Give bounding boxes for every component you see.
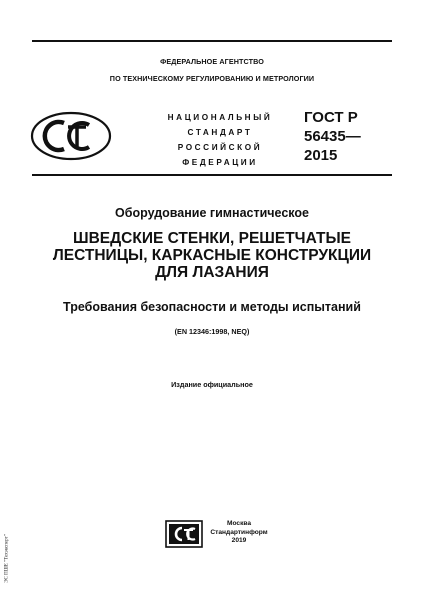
document-subtitle: Требования безопасности и методы испытаний <box>63 300 361 314</box>
title-line-3: ДЛЯ ЛАЗАНИЯ <box>155 264 269 281</box>
publisher-city: Москва <box>226 520 252 527</box>
title-line-1: ШВЕДСКИЕ СТЕНКИ, РЕШЕТЧАТЫЕ <box>73 230 351 247</box>
designation-line-3: 2015 <box>304 147 338 164</box>
equipment-heading: Оборудование гимнастическое <box>115 206 309 220</box>
agency-line-2: ПО ТЕХНИЧЕСКОМУ РЕГУЛИРОВАНИЮ И МЕТРОЛОГИИ <box>109 74 315 83</box>
rst-certification-logo-icon <box>30 111 112 161</box>
publisher-block <box>203 520 275 546</box>
national-line-2: СТАНДАРТ <box>187 128 253 137</box>
national-line-1: НАЦИОНАЛЬНЫЙ <box>167 113 273 122</box>
national-standard-label <box>150 110 290 170</box>
top-rule <box>32 40 392 42</box>
title-line-2: ЛЕСТНИЦЫ, КАРКАСНЫЕ КОНСТРУКЦИИ <box>52 247 372 264</box>
publisher-name: Стандартинформ <box>210 528 268 536</box>
national-line-3: РОССИЙСКОЙ <box>177 143 263 152</box>
standartinform-logo-icon <box>165 520 203 548</box>
side-watermark: ЭС ПШЕ "Техэксперт" <box>4 534 10 583</box>
designation-line-2: 56435— <box>304 128 361 145</box>
en-reference: (EN 12346:1998, NEQ) <box>174 327 250 336</box>
agency-line-1: ФЕДЕРАЛЬНОЕ АГЕНТСТВО <box>160 57 264 66</box>
edition-label: Издание официальное <box>171 380 253 389</box>
standard-designation <box>304 108 394 165</box>
document-title <box>32 230 392 281</box>
designation-line-1: ГОСТ Р <box>304 109 358 126</box>
publisher-year: 2019 <box>231 537 247 544</box>
national-line-4: ФЕДЕРАЦИИ <box>182 158 258 167</box>
middle-rule <box>32 174 392 176</box>
